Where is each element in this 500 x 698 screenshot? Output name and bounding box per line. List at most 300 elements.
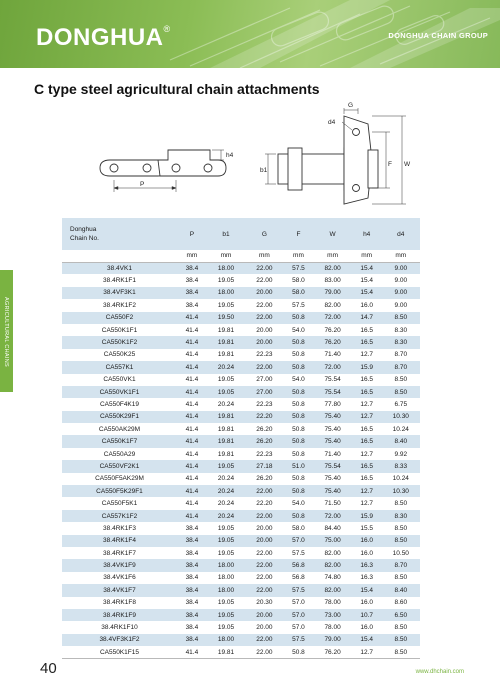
chain-number-cell: CA550F2 bbox=[62, 312, 177, 324]
value-cell: 74.80 bbox=[313, 572, 351, 584]
value-cell: 16.0 bbox=[352, 597, 382, 609]
value-cell: 20.24 bbox=[207, 497, 245, 509]
table-row bbox=[62, 349, 420, 361]
value-cell: 12.7 bbox=[352, 646, 382, 658]
unit-cell: mm bbox=[245, 250, 283, 262]
value-cell: 18.00 bbox=[207, 559, 245, 571]
value-cell: 19.05 bbox=[207, 274, 245, 286]
value-cell: 15.4 bbox=[352, 584, 382, 596]
value-cell: 9.92 bbox=[382, 448, 420, 460]
value-cell: 8.30 bbox=[382, 324, 420, 336]
page-title: C type steel agricultural chain attachments bbox=[34, 81, 320, 97]
header-banner bbox=[0, 0, 500, 68]
value-cell: 19.81 bbox=[207, 411, 245, 423]
dim-label-P: P bbox=[140, 181, 145, 188]
chain-number-cell: 38.4VF3K1 bbox=[62, 287, 177, 299]
value-cell: 38.4 bbox=[177, 522, 207, 534]
value-cell: 18.00 bbox=[207, 262, 245, 274]
value-cell: 19.05 bbox=[207, 597, 245, 609]
col-header-P: P bbox=[177, 218, 207, 250]
value-cell: 82.00 bbox=[313, 547, 351, 559]
chain-number-cell: 38.4VK1 bbox=[62, 262, 177, 274]
chain-number-cell: CA550VK1 bbox=[62, 374, 177, 386]
chain-number-cell: 38.4RK1F7 bbox=[62, 547, 177, 559]
value-cell: 76.20 bbox=[313, 336, 351, 348]
value-cell: 57.0 bbox=[284, 621, 314, 633]
value-cell: 8.50 bbox=[382, 522, 420, 534]
value-cell: 50.8 bbox=[284, 473, 314, 485]
table-header-row bbox=[62, 218, 420, 250]
value-cell: 22.23 bbox=[245, 349, 283, 361]
value-cell: 19.81 bbox=[207, 349, 245, 361]
table-row bbox=[62, 473, 420, 485]
value-cell: 78.00 bbox=[313, 597, 351, 609]
value-cell: 19.81 bbox=[207, 435, 245, 447]
value-cell: 18.00 bbox=[207, 287, 245, 299]
value-cell: 71.50 bbox=[313, 497, 351, 509]
value-cell: 41.4 bbox=[177, 411, 207, 423]
table-row bbox=[62, 262, 420, 274]
value-cell: 75.54 bbox=[313, 374, 351, 386]
chain-number-cell: CA550F5K29F1 bbox=[62, 485, 177, 497]
value-cell: 50.8 bbox=[284, 336, 314, 348]
value-cell: 15.4 bbox=[352, 634, 382, 646]
value-cell: 20.00 bbox=[245, 336, 283, 348]
value-cell: 22.00 bbox=[245, 584, 283, 596]
value-cell: 16.0 bbox=[352, 299, 382, 311]
dim-label-d4: d4 bbox=[328, 119, 336, 126]
value-cell: 41.4 bbox=[177, 336, 207, 348]
value-cell: 82.00 bbox=[313, 262, 351, 274]
value-cell: 6.50 bbox=[382, 609, 420, 621]
value-cell: 22.00 bbox=[245, 510, 283, 522]
brand-logo bbox=[36, 24, 171, 52]
value-cell: 22.00 bbox=[245, 274, 283, 286]
chain-number-cell: CA550F4K19 bbox=[62, 398, 177, 410]
value-cell: 8.50 bbox=[382, 621, 420, 633]
col-header-chain-line1: Donghua bbox=[70, 226, 97, 233]
value-cell: 10.24 bbox=[382, 423, 420, 435]
value-cell: 51.0 bbox=[284, 460, 314, 472]
value-cell: 75.40 bbox=[313, 423, 351, 435]
value-cell: 41.4 bbox=[177, 448, 207, 460]
value-cell: 57.0 bbox=[284, 609, 314, 621]
value-cell: 79.00 bbox=[313, 634, 351, 646]
value-cell: 82.00 bbox=[313, 559, 351, 571]
value-cell: 50.8 bbox=[284, 646, 314, 658]
value-cell: 8.70 bbox=[382, 349, 420, 361]
spec-table bbox=[62, 218, 420, 659]
chain-number-cell: 38.4VK1F6 bbox=[62, 572, 177, 584]
value-cell: 16.0 bbox=[352, 547, 382, 559]
value-cell: 41.4 bbox=[177, 312, 207, 324]
value-cell: 27.00 bbox=[245, 386, 283, 398]
value-cell: 58.0 bbox=[284, 522, 314, 534]
value-cell: 38.4 bbox=[177, 287, 207, 299]
value-cell: 22.00 bbox=[245, 299, 283, 311]
col-header-d4: d4 bbox=[382, 218, 420, 250]
value-cell: 8.33 bbox=[382, 460, 420, 472]
table-row bbox=[62, 361, 420, 373]
value-cell: 19.81 bbox=[207, 324, 245, 336]
value-cell: 15.9 bbox=[352, 361, 382, 373]
value-cell: 12.7 bbox=[352, 485, 382, 497]
value-cell: 6.75 bbox=[382, 398, 420, 410]
value-cell: 8.40 bbox=[382, 435, 420, 447]
value-cell: 38.4 bbox=[177, 262, 207, 274]
side-view-drawing bbox=[100, 150, 226, 176]
chain-number-cell: CA550K25 bbox=[62, 349, 177, 361]
value-cell: 79.00 bbox=[313, 287, 351, 299]
chain-number-cell: CA550A29 bbox=[62, 448, 177, 460]
unit-cell: mm bbox=[352, 250, 382, 262]
value-cell: 22.20 bbox=[245, 497, 283, 509]
chain-number-cell: CA550F5K1 bbox=[62, 497, 177, 509]
value-cell: 20.00 bbox=[245, 324, 283, 336]
table-body bbox=[62, 250, 420, 659]
value-cell: 19.05 bbox=[207, 374, 245, 386]
value-cell: 16.0 bbox=[352, 621, 382, 633]
value-cell: 22.00 bbox=[245, 559, 283, 571]
value-cell: 57.5 bbox=[284, 584, 314, 596]
value-cell: 18.00 bbox=[207, 634, 245, 646]
value-cell: 12.7 bbox=[352, 411, 382, 423]
unit-cell: mm bbox=[284, 250, 314, 262]
value-cell: 50.8 bbox=[284, 398, 314, 410]
chain-number-cell: 38.4RK1F1 bbox=[62, 274, 177, 286]
value-cell: 10.24 bbox=[382, 473, 420, 485]
value-cell: 19.05 bbox=[207, 621, 245, 633]
value-cell: 20.24 bbox=[207, 485, 245, 497]
value-cell: 22.00 bbox=[245, 262, 283, 274]
value-cell: 22.00 bbox=[245, 547, 283, 559]
value-cell: 19.05 bbox=[207, 386, 245, 398]
value-cell: 38.4 bbox=[177, 597, 207, 609]
value-cell: 19.05 bbox=[207, 460, 245, 472]
value-cell: 41.4 bbox=[177, 374, 207, 386]
table-row bbox=[62, 522, 420, 534]
value-cell: 38.4 bbox=[177, 559, 207, 571]
table-row bbox=[62, 411, 420, 423]
value-cell: 8.50 bbox=[382, 646, 420, 658]
value-cell: 56.8 bbox=[284, 559, 314, 571]
value-cell: 54.0 bbox=[284, 374, 314, 386]
value-cell: 12.7 bbox=[352, 349, 382, 361]
value-cell: 8.50 bbox=[382, 312, 420, 324]
table-row bbox=[62, 336, 420, 348]
value-cell: 22.23 bbox=[245, 448, 283, 460]
value-cell: 41.4 bbox=[177, 646, 207, 658]
value-cell: 72.00 bbox=[313, 510, 351, 522]
value-cell: 9.00 bbox=[382, 262, 420, 274]
value-cell: 50.8 bbox=[284, 510, 314, 522]
value-cell: 38.4 bbox=[177, 621, 207, 633]
value-cell: 22.00 bbox=[245, 646, 283, 658]
value-cell: 50.8 bbox=[284, 435, 314, 447]
chain-number-cell: 38.4VK1F7 bbox=[62, 584, 177, 596]
value-cell: 41.4 bbox=[177, 398, 207, 410]
value-cell: 50.8 bbox=[284, 411, 314, 423]
side-tab-label: AGRICULTURAL CHAINS bbox=[3, 297, 9, 367]
logo-text: DONGHUA bbox=[36, 24, 164, 51]
chain-number-cell: CA557K1 bbox=[62, 361, 177, 373]
value-cell: 20.24 bbox=[207, 398, 245, 410]
value-cell: 75.54 bbox=[313, 460, 351, 472]
value-cell: 27.00 bbox=[245, 374, 283, 386]
table-row bbox=[62, 547, 420, 559]
value-cell: 41.4 bbox=[177, 349, 207, 361]
value-cell: 41.4 bbox=[177, 473, 207, 485]
table-row bbox=[62, 609, 420, 621]
table-row bbox=[62, 398, 420, 410]
chain-number-cell: CA550K1F15 bbox=[62, 646, 177, 658]
units-row bbox=[62, 250, 420, 262]
value-cell: 12.7 bbox=[352, 398, 382, 410]
value-cell: 12.7 bbox=[352, 448, 382, 460]
value-cell: 19.05 bbox=[207, 522, 245, 534]
dim-label-h4: h4 bbox=[226, 152, 234, 159]
value-cell: 16.3 bbox=[352, 572, 382, 584]
value-cell: 18.00 bbox=[207, 572, 245, 584]
value-cell: 56.8 bbox=[284, 572, 314, 584]
value-cell: 19.81 bbox=[207, 646, 245, 658]
col-header-h4: h4 bbox=[352, 218, 382, 250]
value-cell: 8.50 bbox=[382, 535, 420, 547]
value-cell: 57.5 bbox=[284, 299, 314, 311]
value-cell: 26.20 bbox=[245, 423, 283, 435]
chain-number-cell: CA550VK1F1 bbox=[62, 386, 177, 398]
dim-label-b1: b1 bbox=[260, 167, 268, 174]
table-row bbox=[62, 274, 420, 286]
value-cell: 8.50 bbox=[382, 497, 420, 509]
value-cell: 82.00 bbox=[313, 584, 351, 596]
value-cell: 8.50 bbox=[382, 374, 420, 386]
value-cell: 76.20 bbox=[313, 324, 351, 336]
chain-number-cell: 38.4RK1F3 bbox=[62, 522, 177, 534]
unit-cell-chain bbox=[62, 250, 177, 262]
unit-cell: mm bbox=[207, 250, 245, 262]
value-cell: 50.8 bbox=[284, 312, 314, 324]
value-cell: 38.4 bbox=[177, 634, 207, 646]
value-cell: 38.4 bbox=[177, 609, 207, 621]
value-cell: 20.24 bbox=[207, 510, 245, 522]
chain-number-cell: CA557K1F2 bbox=[62, 510, 177, 522]
value-cell: 22.00 bbox=[245, 634, 283, 646]
value-cell: 41.4 bbox=[177, 497, 207, 509]
value-cell: 19.05 bbox=[207, 535, 245, 547]
value-cell: 19.81 bbox=[207, 336, 245, 348]
col-header-chain bbox=[62, 218, 177, 250]
value-cell: 38.4 bbox=[177, 584, 207, 596]
value-cell: 14.7 bbox=[352, 312, 382, 324]
value-cell: 20.30 bbox=[245, 597, 283, 609]
value-cell: 22.00 bbox=[245, 312, 283, 324]
table-row bbox=[62, 621, 420, 633]
chain-number-cell: CA550K1F1 bbox=[62, 324, 177, 336]
value-cell: 20.00 bbox=[245, 621, 283, 633]
value-cell: 10.50 bbox=[382, 547, 420, 559]
value-cell: 41.4 bbox=[177, 460, 207, 472]
value-cell: 20.24 bbox=[207, 473, 245, 485]
value-cell: 26.20 bbox=[245, 435, 283, 447]
table-row bbox=[62, 312, 420, 324]
chain-number-cell: 38.4RK1F4 bbox=[62, 535, 177, 547]
value-cell: 8.30 bbox=[382, 336, 420, 348]
value-cell: 9.00 bbox=[382, 274, 420, 286]
value-cell: 41.4 bbox=[177, 324, 207, 336]
value-cell: 41.4 bbox=[177, 386, 207, 398]
unit-cell: mm bbox=[313, 250, 351, 262]
value-cell: 22.00 bbox=[245, 572, 283, 584]
value-cell: 75.40 bbox=[313, 411, 351, 423]
value-cell: 10.7 bbox=[352, 609, 382, 621]
value-cell: 19.05 bbox=[207, 547, 245, 559]
page-number: 40 bbox=[40, 660, 57, 677]
value-cell: 19.50 bbox=[207, 312, 245, 324]
table-row bbox=[62, 423, 420, 435]
chain-number-cell: 38.4RK1F8 bbox=[62, 597, 177, 609]
value-cell: 50.8 bbox=[284, 361, 314, 373]
value-cell: 58.0 bbox=[284, 274, 314, 286]
dim-label-F: F bbox=[388, 161, 392, 168]
table-row bbox=[62, 448, 420, 460]
value-cell: 22.20 bbox=[245, 411, 283, 423]
value-cell: 54.0 bbox=[284, 324, 314, 336]
value-cell: 83.00 bbox=[313, 274, 351, 286]
col-header-G: G bbox=[245, 218, 283, 250]
value-cell: 19.81 bbox=[207, 448, 245, 460]
value-cell: 8.40 bbox=[382, 584, 420, 596]
value-cell: 16.5 bbox=[352, 386, 382, 398]
dim-label-W: W bbox=[404, 161, 411, 168]
value-cell: 54.0 bbox=[284, 497, 314, 509]
value-cell: 16.5 bbox=[352, 435, 382, 447]
value-cell: 16.5 bbox=[352, 336, 382, 348]
table-row bbox=[62, 485, 420, 497]
table-row bbox=[62, 646, 420, 658]
value-cell: 41.4 bbox=[177, 361, 207, 373]
table-row bbox=[62, 299, 420, 311]
value-cell: 15.5 bbox=[352, 522, 382, 534]
value-cell: 75.40 bbox=[313, 485, 351, 497]
chain-number-cell: CA550VF2K1 bbox=[62, 460, 177, 472]
value-cell: 19.05 bbox=[207, 299, 245, 311]
value-cell: 50.8 bbox=[284, 386, 314, 398]
value-cell: 8.50 bbox=[382, 386, 420, 398]
value-cell: 75.40 bbox=[313, 473, 351, 485]
chain-number-cell: 38.4VK1F9 bbox=[62, 559, 177, 571]
chain-number-cell: CA550K29F1 bbox=[62, 411, 177, 423]
value-cell: 57.0 bbox=[284, 535, 314, 547]
value-cell: 75.00 bbox=[313, 535, 351, 547]
chain-attachment-diagram bbox=[90, 100, 430, 212]
table-row bbox=[62, 324, 420, 336]
chain-number-cell: CA550K1F7 bbox=[62, 435, 177, 447]
value-cell: 50.8 bbox=[284, 423, 314, 435]
value-cell: 57.5 bbox=[284, 547, 314, 559]
website-link[interactable]: www.dhchain.com bbox=[415, 669, 464, 675]
table-row bbox=[62, 572, 420, 584]
value-cell: 41.4 bbox=[177, 485, 207, 497]
value-cell: 15.4 bbox=[352, 274, 382, 286]
value-cell: 73.00 bbox=[313, 609, 351, 621]
value-cell: 75.54 bbox=[313, 386, 351, 398]
chain-number-cell: 38.4RK1F2 bbox=[62, 299, 177, 311]
value-cell: 15.4 bbox=[352, 262, 382, 274]
value-cell: 50.8 bbox=[284, 349, 314, 361]
value-cell: 57.5 bbox=[284, 634, 314, 646]
value-cell: 82.00 bbox=[313, 299, 351, 311]
value-cell: 20.00 bbox=[245, 609, 283, 621]
front-view-drawing bbox=[278, 116, 378, 204]
value-cell: 8.50 bbox=[382, 572, 420, 584]
chain-number-cell: 38.4RK1F9 bbox=[62, 609, 177, 621]
unit-cell: mm bbox=[177, 250, 207, 262]
table-row bbox=[62, 510, 420, 522]
value-cell: 38.4 bbox=[177, 572, 207, 584]
col-header-W: W bbox=[313, 218, 351, 250]
value-cell: 38.4 bbox=[177, 274, 207, 286]
value-cell: 50.8 bbox=[284, 448, 314, 460]
value-cell: 10.30 bbox=[382, 485, 420, 497]
value-cell: 41.4 bbox=[177, 435, 207, 447]
value-cell: 57.5 bbox=[284, 262, 314, 274]
value-cell: 16.5 bbox=[352, 423, 382, 435]
value-cell: 78.00 bbox=[313, 621, 351, 633]
value-cell: 38.4 bbox=[177, 535, 207, 547]
value-cell: 9.00 bbox=[382, 299, 420, 311]
value-cell: 16.5 bbox=[352, 473, 382, 485]
value-cell: 72.00 bbox=[313, 361, 351, 373]
col-header-chain-line2: Chain No. bbox=[70, 235, 99, 242]
value-cell: 20.00 bbox=[245, 287, 283, 299]
value-cell: 10.30 bbox=[382, 411, 420, 423]
value-cell: 8.60 bbox=[382, 597, 420, 609]
table-row bbox=[62, 460, 420, 472]
value-cell: 75.40 bbox=[313, 435, 351, 447]
value-cell: 76.20 bbox=[313, 646, 351, 658]
value-cell: 15.4 bbox=[352, 287, 382, 299]
value-cell: 19.81 bbox=[207, 423, 245, 435]
value-cell: 16.0 bbox=[352, 535, 382, 547]
value-cell: 58.0 bbox=[284, 287, 314, 299]
unit-cell: mm bbox=[382, 250, 420, 262]
chain-number-cell: CA550AK29M bbox=[62, 423, 177, 435]
value-cell: 16.3 bbox=[352, 559, 382, 571]
side-tab bbox=[0, 270, 13, 392]
table-row bbox=[62, 287, 420, 299]
value-cell: 15.9 bbox=[352, 510, 382, 522]
value-cell: 41.4 bbox=[177, 510, 207, 522]
value-cell: 50.8 bbox=[284, 485, 314, 497]
table-row bbox=[62, 374, 420, 386]
value-cell: 16.5 bbox=[352, 460, 382, 472]
value-cell: 20.00 bbox=[245, 522, 283, 534]
chain-number-cell: 38.4RK1F10 bbox=[62, 621, 177, 633]
table-row bbox=[62, 559, 420, 571]
table-row bbox=[62, 386, 420, 398]
table-row bbox=[62, 634, 420, 646]
value-cell: 41.4 bbox=[177, 423, 207, 435]
value-cell: 84.40 bbox=[313, 522, 351, 534]
col-header-F: F bbox=[284, 218, 314, 250]
value-cell: 8.70 bbox=[382, 559, 420, 571]
dim-label-G: G bbox=[348, 102, 354, 109]
value-cell: 72.00 bbox=[313, 312, 351, 324]
value-cell: 20.00 bbox=[245, 535, 283, 547]
chain-number-cell: CA550F5AK29M bbox=[62, 473, 177, 485]
registered-mark: ® bbox=[163, 24, 171, 34]
